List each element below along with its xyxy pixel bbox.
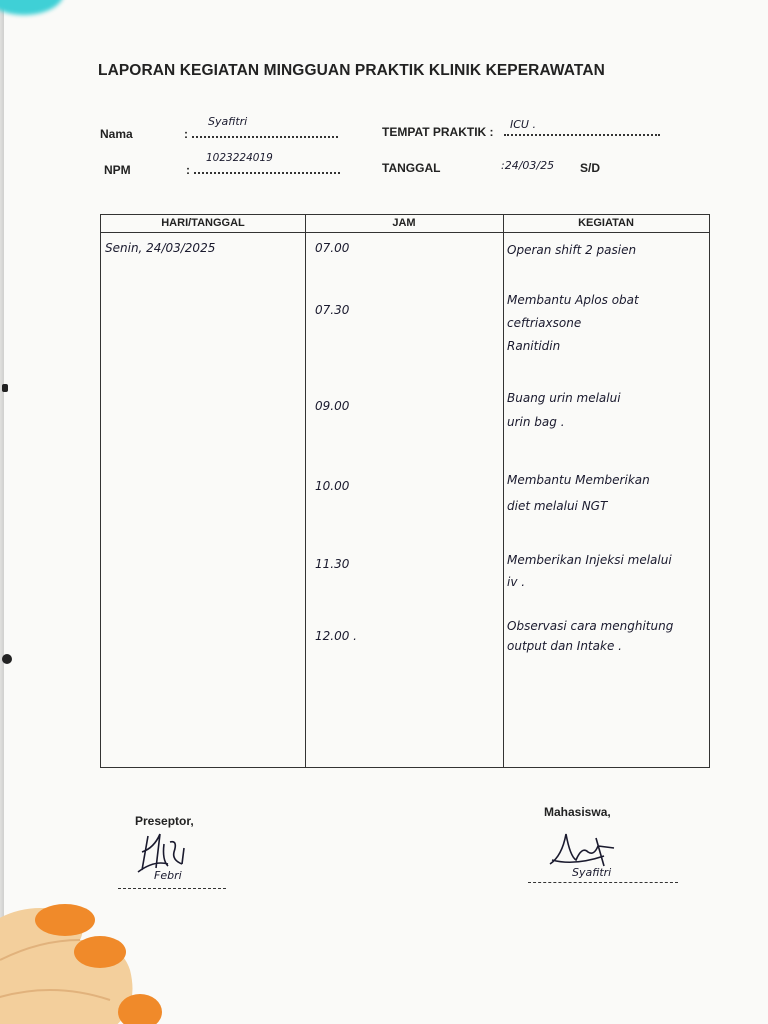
row-activity-line: urin bag .: [507, 415, 565, 429]
activity-table: [100, 214, 710, 768]
day-value: Senin, 24/03/2025: [105, 241, 216, 255]
binder-hole: [2, 654, 12, 664]
form-paper: [4, 0, 768, 1024]
tanggal-value: :24/03/25: [501, 159, 555, 172]
row-time: 07.00: [315, 241, 350, 255]
tanggal-label: TANGGAL: [382, 161, 441, 175]
row-activity-line: Observasi cara menghitung: [507, 619, 674, 633]
row-time: 07.30: [315, 303, 350, 317]
binder-mark: [2, 384, 8, 392]
mahasiswa-label: Mahasiswa,: [544, 805, 611, 819]
row-activity-line: Buang urin melalui: [507, 391, 621, 405]
preseptor-label: Preseptor,: [135, 814, 194, 828]
nama-colon: :: [184, 127, 188, 141]
document-title: LAPORAN KEGIATAN MINGGUAN PRAKTIK KLINIK KEPERAWATAN: [98, 62, 605, 79]
nama-label: Nama: [100, 127, 133, 141]
row-time: 09.00: [315, 399, 350, 413]
row-time: 12.00 .: [315, 629, 357, 643]
column-header-day: HARI/TANGGAL: [161, 217, 245, 229]
row-activity-line: Operan shift 2 pasien: [507, 243, 637, 257]
row-activity-line: Membantu Memberikan: [507, 473, 650, 487]
row-activity-line: iv .: [507, 575, 526, 589]
column-header-time: JAM: [392, 217, 416, 229]
row-activity-line: ceftriaxsone: [507, 316, 582, 330]
npm-colon: :: [186, 163, 190, 177]
sd-label: S/D: [580, 161, 601, 175]
row-activity-line: Memberikan Injeksi melalui: [507, 553, 672, 567]
mahasiswa-signature-line: [528, 882, 678, 883]
preseptor-name: Febri: [154, 869, 182, 882]
row-time: 11.30: [315, 557, 350, 571]
tempat-label: TEMPAT PRAKTIK :: [382, 125, 494, 139]
column-header-activity: KEGIATAN: [578, 217, 634, 229]
row-activity-line: Membantu Aplos obat: [507, 293, 639, 307]
tempat-value: ICU .: [510, 118, 536, 131]
row-activity-line: diet melalui NGT: [507, 499, 608, 513]
nama-value: Syafitri: [208, 115, 248, 128]
column-divider-1: [305, 215, 306, 767]
row-activity-line: output dan Intake .: [507, 639, 622, 653]
row-time: 10.00: [315, 479, 350, 493]
mahasiswa-name: Syafitri: [572, 866, 612, 879]
finger-photo-icon: [0, 900, 170, 1024]
cyan-stain: [0, 0, 64, 15]
npm-value: 1023224019: [206, 152, 273, 164]
preseptor-signature-line: [118, 888, 226, 889]
header-divider: [101, 232, 709, 233]
npm-label: NPM: [104, 163, 131, 177]
row-activity-line: Ranitidin: [507, 339, 561, 353]
column-divider-2: [503, 215, 504, 767]
